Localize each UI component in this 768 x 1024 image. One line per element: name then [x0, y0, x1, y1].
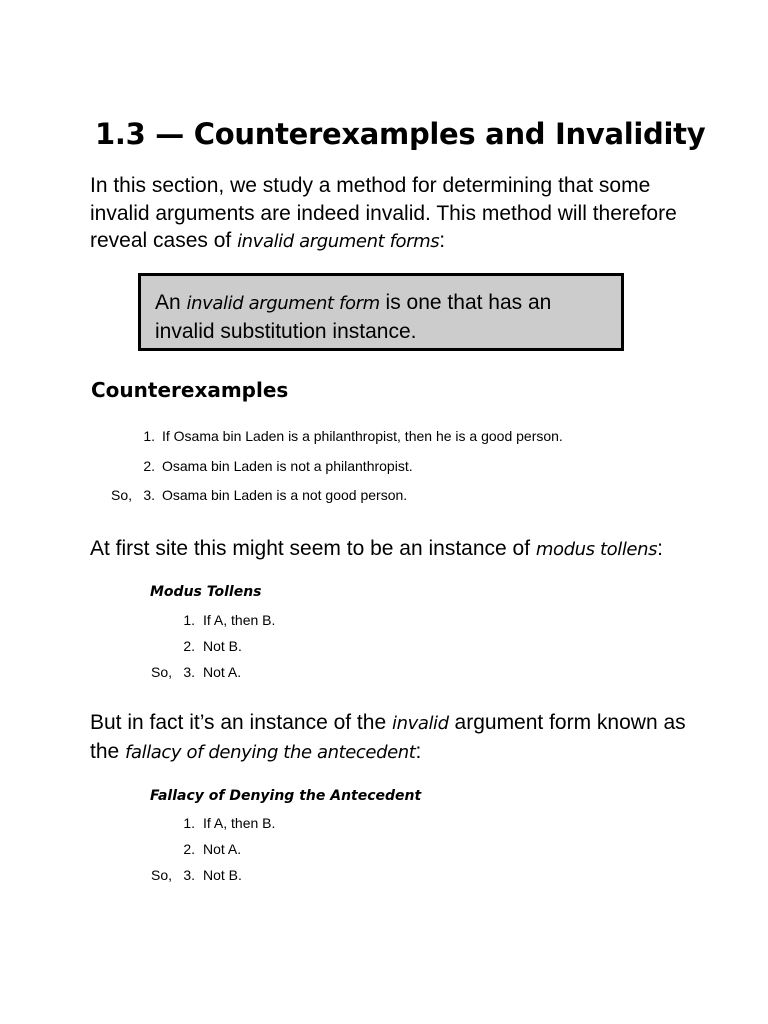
- line-text: If A, then B.: [203, 612, 276, 628]
- para2-emphasis: modus tollens: [535, 539, 658, 560]
- line-number: 2.: [183, 841, 195, 857]
- list-item: [0, 663, 768, 681]
- example-argument: [0, 427, 768, 507]
- intro-line-2: invalid arguments are indeed invalid. This method will therefore: [90, 201, 677, 225]
- line-number: 1.: [143, 428, 155, 444]
- section-heading: Counterexamples: [91, 378, 289, 402]
- line-text: Not B.: [203, 867, 242, 883]
- list-item: [0, 611, 768, 629]
- para2-pre: At first site this might seem to be an instance of: [90, 537, 536, 560]
- line-text: Not A.: [203, 664, 242, 680]
- definition-post: is one that has an invalid substitution instance.: [155, 291, 552, 343]
- modus-tollens-form: [0, 611, 768, 683]
- conclusion-marker: So,: [150, 664, 172, 680]
- page-title: 1.3 — Counterexamples and Invalidity: [95, 117, 706, 151]
- denying-antecedent-title: Fallacy of Denying the Antecedent: [150, 788, 422, 804]
- intro-line-1: In this section, we study a method for determining that some: [90, 174, 651, 197]
- para3-emphasis-1: invalid: [391, 713, 449, 734]
- line-number: 3.: [143, 487, 155, 503]
- para3-post: :: [415, 739, 422, 763]
- para3-pre: But in fact it’s an instance of the: [90, 711, 392, 734]
- modus-tollens-title: Modus Tollens: [150, 584, 262, 600]
- line-text: Osama bin Laden is a not good person.: [162, 487, 408, 503]
- list-item: [0, 840, 768, 858]
- para3-emphasis-2: fallacy of denying the antecedent: [125, 741, 416, 763]
- conclusion-marker: So,: [150, 867, 172, 883]
- list-item: [0, 866, 768, 884]
- line-number: 2.: [183, 638, 195, 654]
- line-text: Not B.: [203, 638, 242, 654]
- list-item: [0, 457, 768, 475]
- line-number: 3.: [183, 664, 195, 680]
- para3-mid: argument form known as: [448, 711, 686, 734]
- line-number: 2.: [143, 458, 155, 474]
- definition-box: [138, 273, 624, 351]
- line-text: If A, then B.: [203, 815, 276, 831]
- denying-antecedent-form: [0, 814, 768, 886]
- line-text: Osama bin Laden is not a philanthropist.: [162, 458, 413, 474]
- intro-line-3-post: :: [439, 229, 446, 252]
- line-text: If Osama bin Laden is a philanthropist, then he is a good person.: [162, 428, 563, 444]
- denying-antecedent-intro: [90, 709, 686, 766]
- conclusion-marker: So,: [110, 487, 132, 503]
- intro-line-3-pre: reveal cases of: [90, 229, 238, 252]
- line-text: Not A.: [203, 841, 242, 857]
- para3-line2-pre: the: [90, 739, 126, 763]
- intro-emphasis: invalid argument forms: [237, 231, 440, 252]
- list-item: [0, 637, 768, 655]
- line-number: 3.: [183, 867, 195, 883]
- list-item: [0, 427, 768, 445]
- definition-pre: An: [155, 291, 187, 314]
- line-number: 1.: [183, 612, 195, 628]
- para2-post: :: [657, 537, 663, 560]
- intro-paragraph: [90, 172, 690, 256]
- list-item: [0, 814, 768, 832]
- line-number: 1.: [183, 815, 195, 831]
- definition-emphasis: invalid argument form: [186, 293, 380, 314]
- modus-tollens-intro: [90, 535, 663, 564]
- list-item: [0, 486, 768, 504]
